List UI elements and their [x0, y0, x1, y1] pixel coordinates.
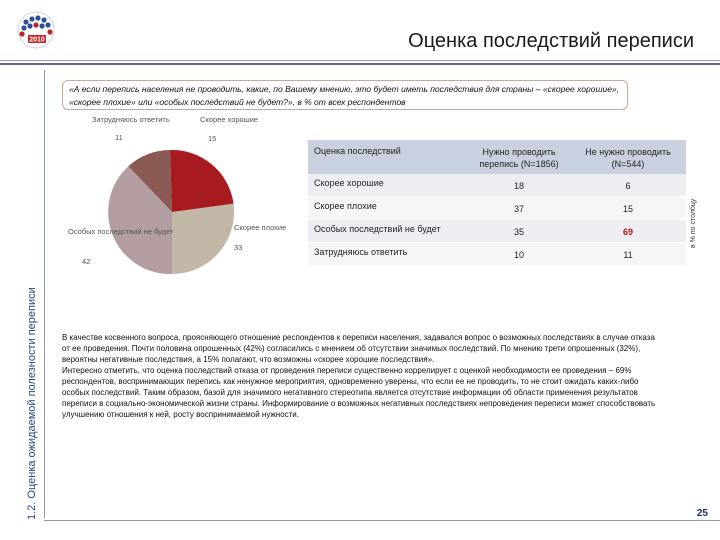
header-no-need: Не нужно проводить (N=544) [585, 147, 671, 169]
pie-value-bad: 33 [234, 243, 243, 252]
survey-question: «А если перепись населения не проводить, какие, по Вашему мнению, это будет иметь последствия для страны – «скорее хорошие», «скорее плохие» или «особых последствий не будет?», в % от всех респондентов [62, 80, 628, 110]
row-label: Скорее хорошие [314, 178, 384, 188]
cell-no-need: 15 [622, 204, 633, 214]
title-divider-accent [0, 63, 720, 65]
results-table [308, 140, 686, 266]
table-side-note: в % по столбцу [690, 198, 697, 248]
footer-divider [44, 520, 720, 521]
cell-no-need-highlight: 69 [622, 227, 633, 237]
cell-need: 10 [513, 250, 524, 260]
row-label: Скорее плохие [314, 201, 377, 211]
page-number: 25 [696, 508, 708, 519]
pie-slice-good [170, 150, 234, 212]
title-divider [0, 60, 720, 61]
pie-chart [60, 110, 300, 280]
cell-need: 18 [513, 181, 524, 191]
cell-need: 37 [513, 204, 524, 214]
pie-label-good: Скорее хорошие [200, 115, 259, 124]
row-label: Затрудняюсь ответить [314, 247, 408, 257]
paragraph-2: Интересно отметить, что оценка последствий отказа от проведения переписи существенно коррелирует с оценкой необходимости ее проведения – 69% респондентов, воспринимающих перепись как ненужное мероприятия, одновременно уверены, что если ее не проводить, то не стоит ожидать каких-либо особых последствий. Таким образом, базой для значимого негативного стереотипа является отсутствие информации об области применения результатов переписи в социально-экономической жизни страны. Информирование о возможных негативных последствиях непроведения переписи может способствовать улучшению отношения к ней, росту воспринимаемой нужности. [62, 366, 656, 419]
row-label: Особых последствий не будет [314, 224, 441, 234]
pie-value-none: 42 [82, 257, 91, 266]
cell-need: 35 [513, 227, 524, 237]
table-row [308, 197, 686, 220]
table-header [308, 140, 686, 174]
paragraph-1: В качестве косвенного вопроса, проясняющего отношение респондентов к переписи населения, задавался вопрос о возможных последствиях в случае отказа от ее проведения. Почти половина опрошенных (42%) согласились с мнением об отсутствии значимых последствий. По мнению трети опрошенных (32%), вероятны негативные последствия, а 15% полагают, что возможны «скорее хорошие последствия». [62, 333, 655, 364]
table-row [308, 243, 686, 266]
header-need: Нужно проводить перепись (N=1856) [479, 147, 559, 169]
pie-label-none: Особых последствий не будет [68, 227, 174, 236]
pie-slice-bad [172, 204, 234, 274]
pie-label-hard: Затрудняюсь ответить [92, 115, 170, 124]
header-assessment: Оценка последствий [314, 146, 401, 156]
census-logo [8, 8, 72, 58]
pie-label-bad: Скорее плохие [234, 223, 287, 232]
pie-value-hard: 11 [115, 133, 123, 142]
section-caption: 1.2. Оценка ожидаемой полезности переписи [26, 287, 38, 520]
cell-no-need: 6 [625, 181, 631, 191]
logo-year: 2010 [29, 36, 45, 44]
body-text [62, 332, 662, 420]
table-row [308, 220, 686, 243]
table-row [308, 174, 686, 197]
cell-no-need: 11 [623, 250, 633, 260]
side-divider [44, 70, 45, 518]
pie-value-good: 15 [208, 134, 217, 143]
page-title: Оценка последствий переписи [408, 30, 694, 52]
